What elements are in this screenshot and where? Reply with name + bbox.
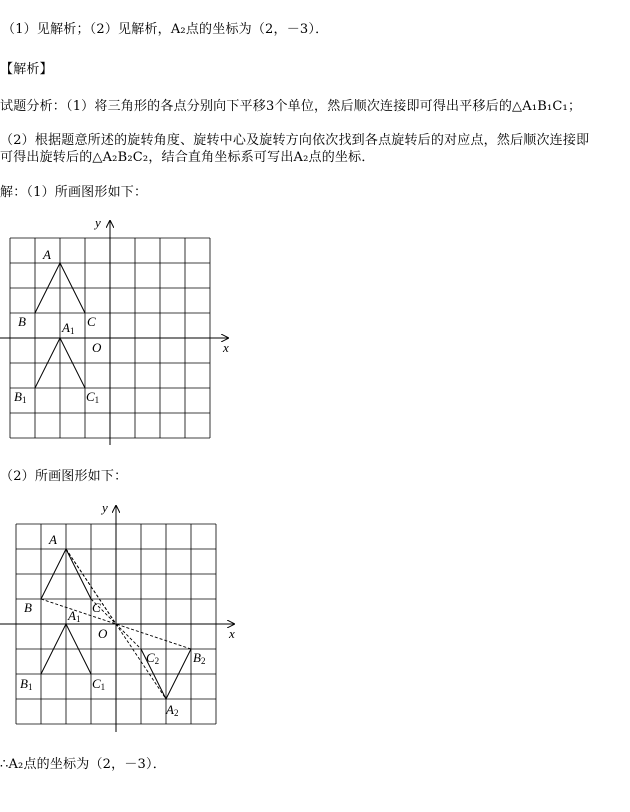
x-axis-label: x <box>229 626 235 641</box>
label-B1: B1 <box>14 389 27 405</box>
label-C1: C1 <box>86 389 100 405</box>
label-B1: B1 <box>20 676 33 692</box>
label-C1: C1 <box>92 676 106 692</box>
solution-part-2: （2）所画图形如下： <box>0 469 128 484</box>
figure-translation <box>0 205 260 445</box>
analysis-step-2-line-2: 可得出旋转后的△A₂B₂C₂，结合直角坐标系可写出A₂点的坐标． <box>0 150 375 165</box>
label-A1: A1 <box>62 320 75 336</box>
label-A: A <box>43 247 51 262</box>
solution-part-1: 解：（1）所画图形如下： <box>0 185 148 200</box>
label-A1: A1 <box>68 608 81 624</box>
y-axis-label: y <box>95 215 101 230</box>
label-B: B <box>18 314 26 329</box>
label-B: B <box>24 600 32 615</box>
figure-rotation <box>0 492 260 732</box>
label-C: C <box>87 314 96 329</box>
analysis-step-2-line-1: （2）根据题意所述的旋转角度、旋转中心及旋转方向依次找到各点旋转后的对应点，然后顺次连接即 <box>0 133 590 148</box>
label-A: A <box>49 532 57 547</box>
label-C: C <box>92 600 101 615</box>
x-axis-label: x <box>223 340 229 355</box>
conclusion: ∴A₂点的坐标为（2，－3）． <box>0 757 166 772</box>
label-B2: B2 <box>193 650 206 666</box>
label-A2: A2 <box>166 702 179 718</box>
origin-label: O <box>92 340 102 355</box>
y-axis-label: y <box>102 500 108 515</box>
label-C2: C2 <box>146 650 160 666</box>
answer-line: （1）见解析；（2）见解析，A₂点的坐标为（2，－3）． <box>2 22 329 37</box>
origin-label: O <box>98 626 108 641</box>
analysis-step-1: 试题分析：（1）将三角形的各点分别向下平移3个单位，然后顺次连接即可得出平移后的△A₁B₁C₁； <box>0 99 582 114</box>
analysis-heading: 【解析】 <box>0 62 53 77</box>
